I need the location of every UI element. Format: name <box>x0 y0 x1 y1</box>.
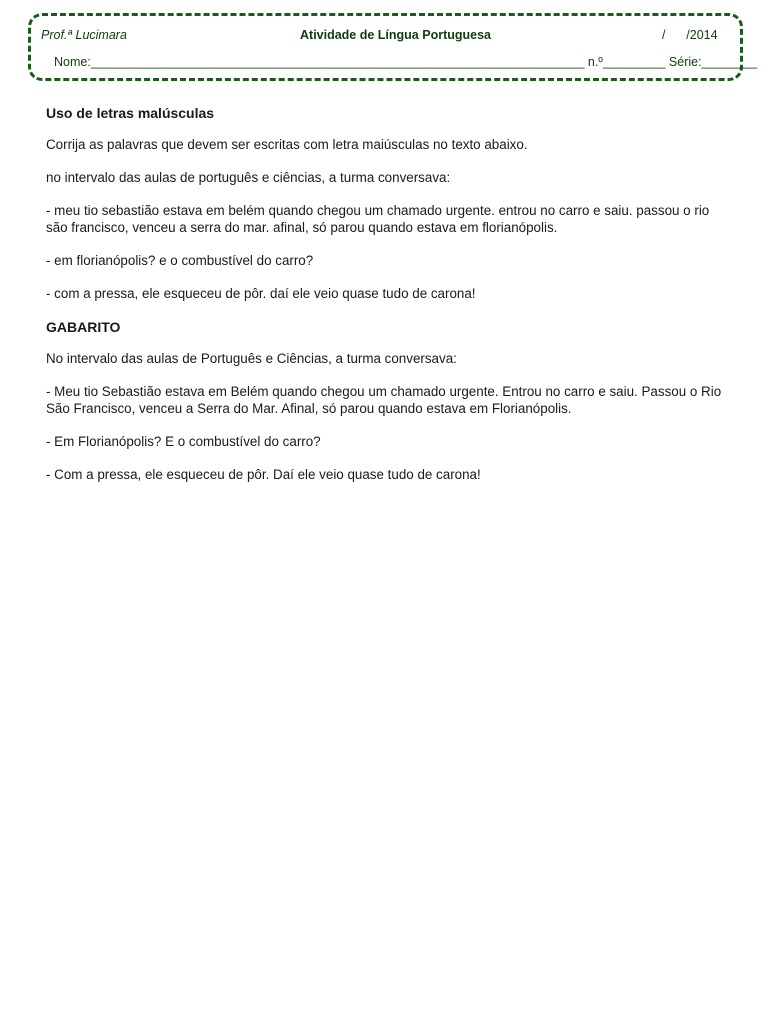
teacher-name: Prof.ª Lucimara <box>41 28 127 42</box>
student-fields: Nome:_______________________________________________________________________ n.º_________ Série:________ <box>54 55 758 69</box>
section-heading: Uso de letras malúsculas <box>46 105 215 121</box>
activity-title: Atividade de Língua Portuguesa <box>300 28 491 42</box>
answer-paragraph: - Com a pressa, ele esqueceu de pôr. Daí ele veio quase tudo de carona! <box>46 467 481 482</box>
document-body <box>46 104 730 499</box>
exercise-paragraph: - meu tio sebastião estava em belém quando chegou um chamado urgente. entrou no carro e saiu. passou o rio são francisco, venceu a serra do mar. afinal, só parou quando estava em florianópolis. <box>46 203 710 235</box>
header-dashed-box <box>28 13 743 81</box>
answer-paragraph: - Meu tio Sebastião estava em Belém quando chegou um chamado urgente. Entrou no carro e saiu. Passou o Rio São Francisco, venceu a Serra do Mar. Afinal, só parou quando estava em Florianópolis. <box>46 384 722 416</box>
answer-paragraph: - Em Florianópolis? E o combustível do carro? <box>46 434 321 449</box>
instruction-text: Corrija as palavras que devem ser escritas com letra maiúsculas no texto abaixo. <box>46 137 528 152</box>
date-field: / /2014 <box>662 28 718 42</box>
exercise-paragraph: - com a pressa, ele esqueceu de pôr. daí ele veio quase tudo de carona! <box>46 286 476 301</box>
answer-paragraph: No intervalo das aulas de Português e Ciências, a turma conversava: <box>46 351 457 366</box>
exercise-paragraph: - em florianópolis? e o combustível do carro? <box>46 253 314 268</box>
header-row <box>0 28 768 44</box>
answer-key-heading: GABARITO <box>46 319 121 335</box>
exercise-paragraph: no intervalo das aulas de português e ciências, a turma conversava: <box>46 170 451 185</box>
